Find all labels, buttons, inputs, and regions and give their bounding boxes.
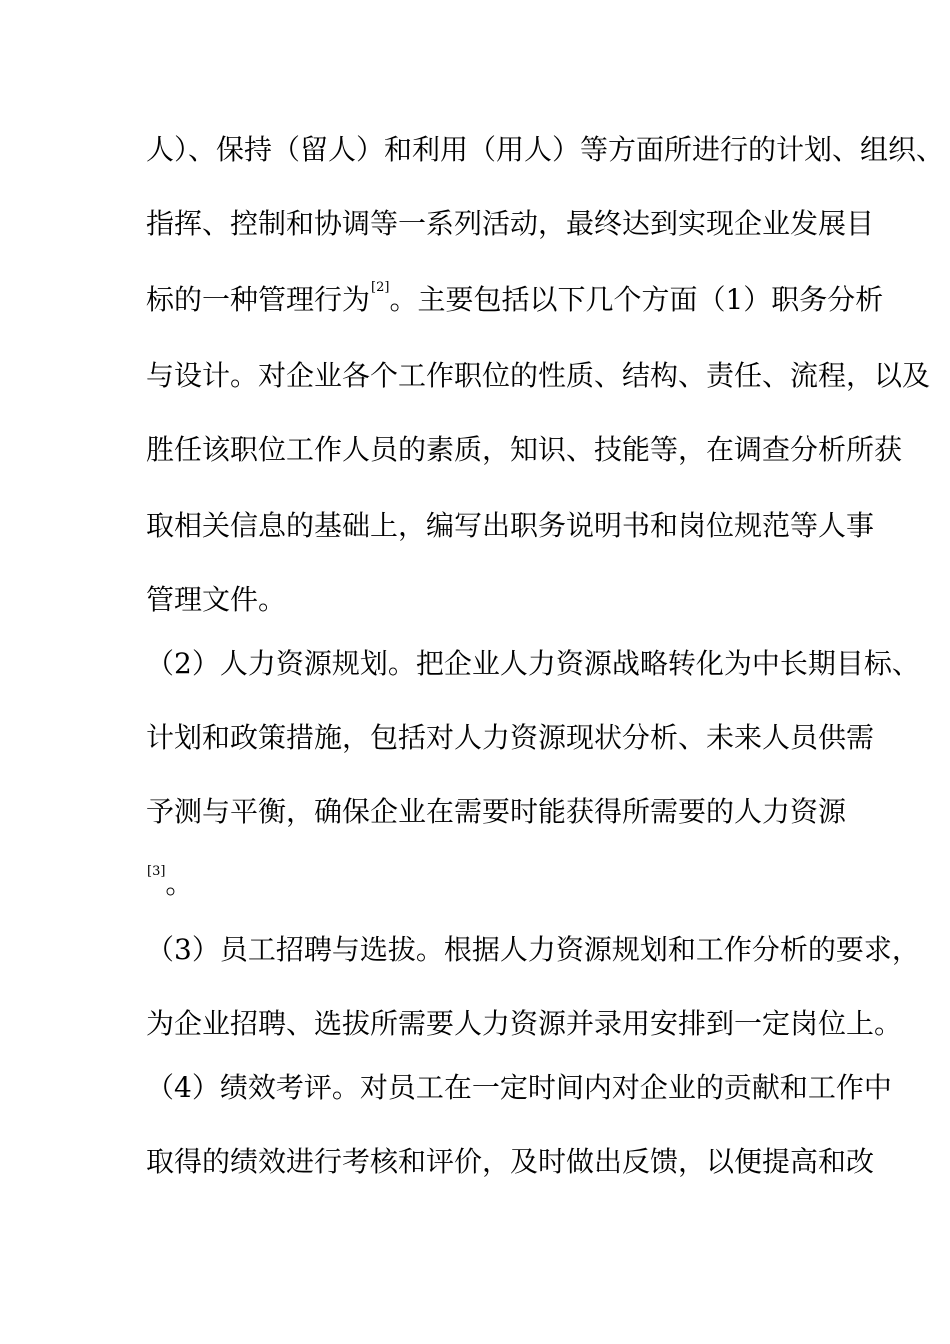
line-text: 。主要包括以下几个方面（1）职务分析	[389, 283, 884, 316]
text-line-15	[146, 1144, 874, 1180]
text-line-10	[146, 794, 846, 830]
line-text: （2）人力资源规划。把企业人力资源战略转化为中长期目标、	[146, 647, 920, 680]
line-text: 人）、保持（留人）和利用（用人）等方面所进行的计划、组织、	[146, 133, 945, 166]
line-text: 标的一种管理行为	[146, 283, 371, 316]
line-text: 为企业招聘、选拔所需要人力资源并录用安排到一定岗位上。	[146, 1007, 903, 1040]
line-text: 指挥、控制和协调等一系列活动，最终达到实现企业发展目	[146, 207, 875, 240]
citation-ref-3: [3]	[147, 864, 166, 879]
line-text: 胜任该职位工作人员的素质，知识、技能等，在调查分析所获	[146, 433, 903, 466]
line-text: （4）绩效考评。对员工在一定时间内对企业的贡献和工作中	[146, 1071, 892, 1104]
text-line-3	[146, 282, 883, 318]
text-line-11	[146, 866, 193, 902]
line-text: 与设计。对企业各个工作职位的性质、结构、责任、流程，以及	[146, 359, 931, 392]
line-text: 计划和政策措施，包括对人力资源现状分析、未来人员供需	[146, 721, 875, 754]
text-line-4	[146, 358, 930, 394]
text-line-13	[146, 1006, 902, 1042]
line-text: （3）员工招聘与选拔。根据人力资源规划和工作分析的要求，	[146, 933, 920, 966]
line-text: 管理文件。	[146, 583, 287, 616]
line-text: 取相关信息的基础上，编写出职务说明书和岗位规范等人事	[146, 509, 875, 542]
text-line-5	[146, 432, 902, 468]
text-line-2	[146, 206, 874, 242]
text-line-1	[146, 132, 944, 168]
text-line-9	[146, 720, 874, 756]
text-line-7	[146, 582, 286, 618]
line-text: 予测与平衡，确保企业在需要时能获得所需要的人力资源	[146, 795, 847, 828]
text-line-6	[146, 508, 874, 544]
text-line-12	[146, 932, 920, 968]
text-line-8	[146, 646, 920, 682]
line-text: 取得的绩效进行考核和评价，及时做出反馈，以便提高和改	[146, 1145, 875, 1178]
citation-ref-2: [2]	[371, 280, 390, 295]
text-line-14	[146, 1070, 892, 1106]
line-text: 。	[165, 867, 194, 900]
